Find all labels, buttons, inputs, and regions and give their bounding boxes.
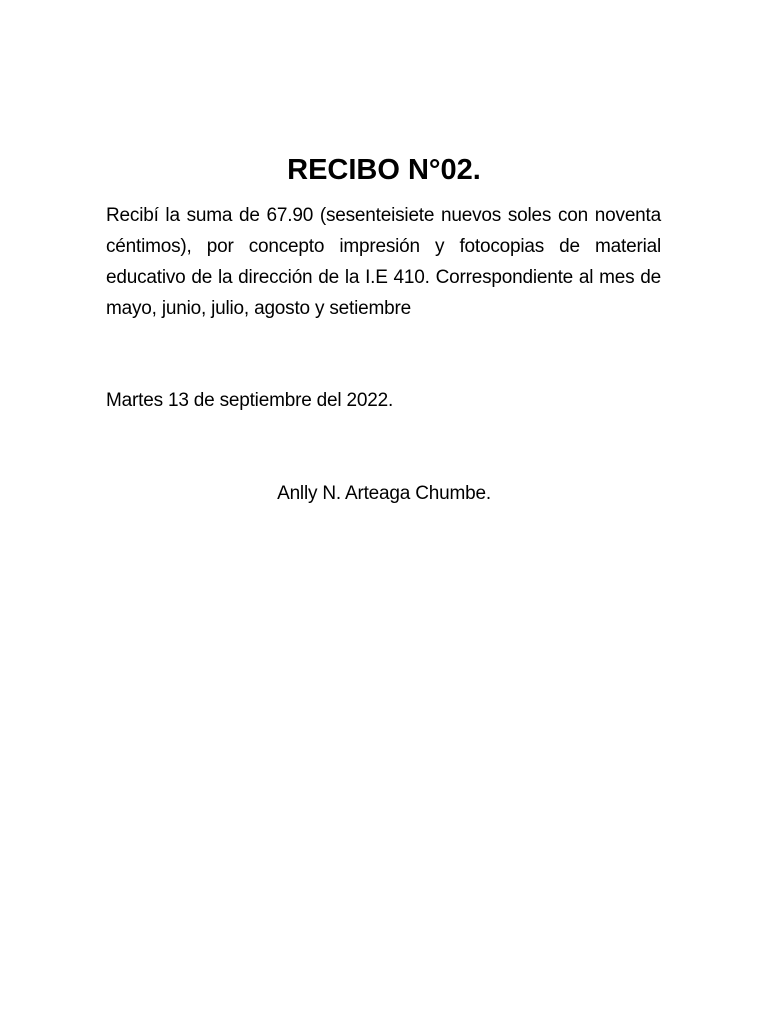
receipt-body: Recibí la suma de 67.90 (sesenteisiete nuevos soles con noventa céntimos), por concepto impresión y fotocopias de material educativo de la dirección de la I.E 410. Correspondiente al mes de mayo, junio, julio, agosto y setiembre bbox=[106, 205, 661, 319]
receipt-title: RECIBO N°02. bbox=[287, 154, 481, 186]
signature-name: Anlly N. Arteaga Chumbe. bbox=[277, 483, 491, 504]
receipt-date: Martes 13 de septiembre del 2022. bbox=[106, 390, 394, 411]
